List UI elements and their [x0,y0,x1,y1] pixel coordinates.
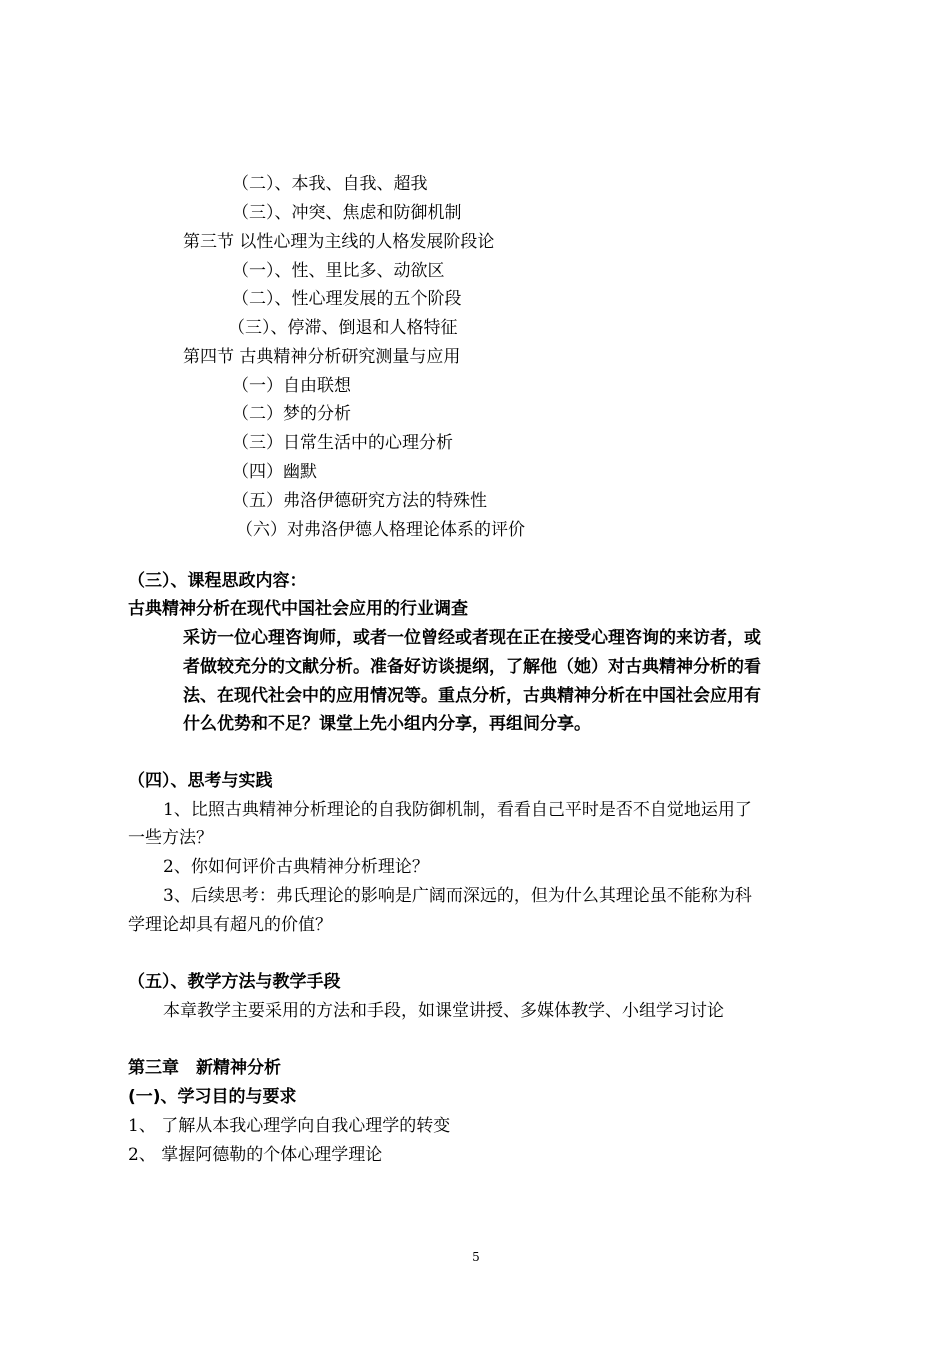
outline-item: （二）、性心理发展的五个阶段 [232,289,462,309]
outline-item: （五）弗洛伊德研究方法的特殊性 [232,491,487,511]
chapter-title: 第三章 新精神分析 [128,1058,281,1078]
practice-line: 2、你如何评价古典精神分析理论？ [163,857,429,877]
section-heading: 第三节 以性心理为主线的人格发展阶段论 [183,232,495,252]
section-heading: 第四节 古典精神分析研究测量与应用 [183,347,461,367]
methods-line: 本章教学主要采用的方法和手段，如课堂讲授、多媒体教学、小组学习讨论 [163,1001,724,1021]
outline-item: （二）梦的分析 [232,404,351,424]
ideology-heading: （三）、课程思政内容： [128,571,307,591]
outline-item: （三）、停滞、倒退和人格特征 [228,318,458,338]
goals-heading: (一)、学习目的与要求 [128,1087,297,1107]
practice-line: 一些方法？ [128,828,213,848]
outline-item: （六）对弗洛伊德人格理论体系的评价 [236,520,525,540]
outline-item: （四）幽默 [232,462,317,482]
outline-item: （三）、冲突、焦虑和防御机制 [232,203,462,223]
ideology-body-line: 者做较充分的文献分析。准备好访谈提纲，了解他（她）对古典精神分析的看 [183,657,761,677]
practice-line: 学理论却具有超凡的价值？ [128,915,332,935]
outline-item: （三）日常生活中的心理分析 [232,433,453,453]
ideology-body-line: 采访一位心理咨询师，或者一位曾经或者现在正在接受心理咨询的来访者，或 [183,628,761,648]
methods-heading: （五）、教学方法与教学手段 [128,972,341,992]
outline-item: （一）自由联想 [232,376,351,396]
outline-item: （二）、本我、自我、超我 [232,174,428,194]
goal-item: 2、 掌握阿德勒的个体心理学理论 [128,1145,383,1165]
ideology-subheading: 古典精神分析在现代中国社会应用的行业调查 [128,599,468,619]
ideology-body-line: 什么优势和不足？课堂上先小组内分享，再组间分享。 [183,714,591,734]
practice-line: 1、比照古典精神分析理论的自我防御机制，看看自己平时是否不自觉地运用了 [163,800,752,820]
practice-heading: （四）、思考与实践 [128,771,273,791]
goal-item: 1、 了解从本我心理学向自我心理学的转变 [128,1116,451,1136]
outline-item: （一）、性、里比多、动欲区 [232,261,445,281]
ideology-body-line: 法、在现代社会中的应用情况等。重点分析，古典精神分析在中国社会应用有 [183,686,761,706]
practice-line: 3、后续思考：弗氏理论的影响是广阔而深远的，但为什么其理论虽不能称为科 [163,886,752,906]
page-number: 5 [472,1250,480,1264]
